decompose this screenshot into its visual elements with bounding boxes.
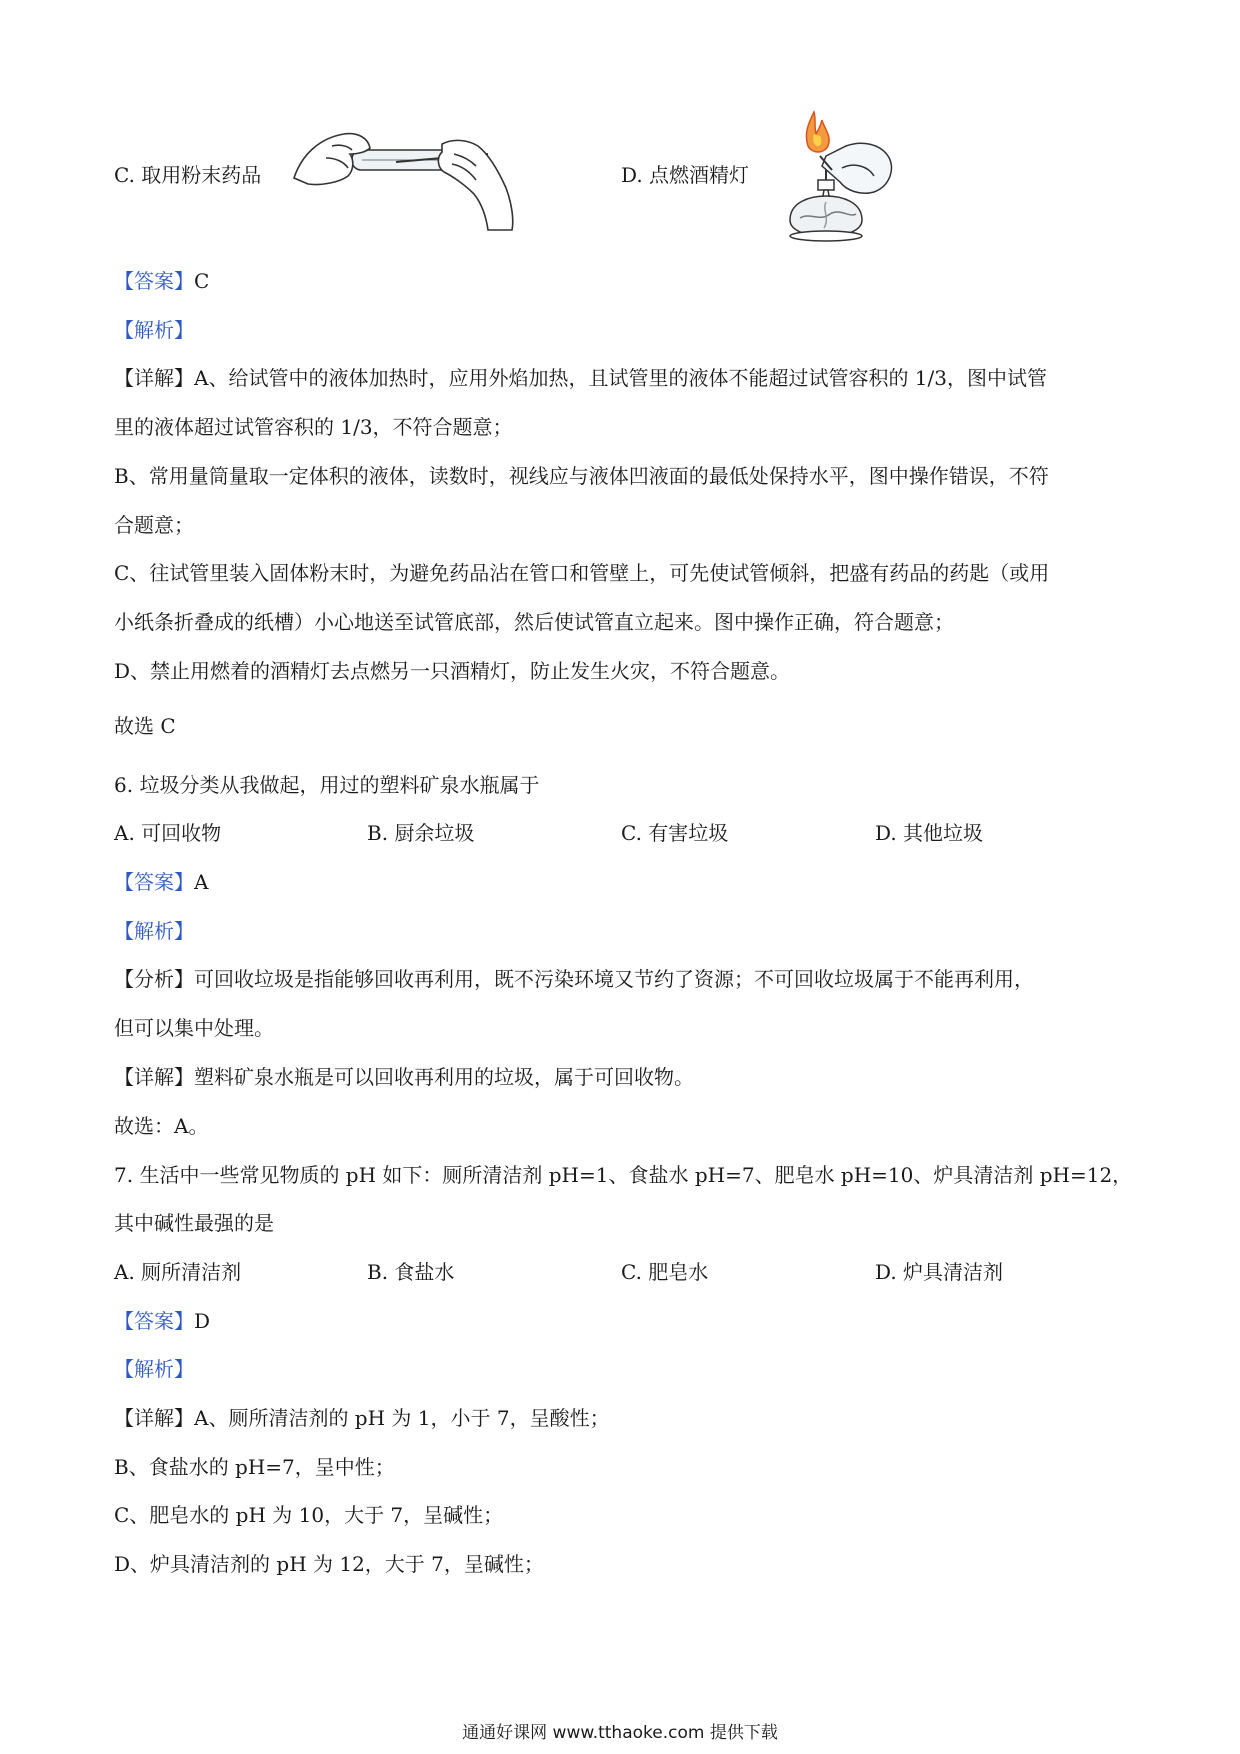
- analysis-tag: 【解析】: [114, 1357, 194, 1381]
- q5-detail-line-1: [114, 363, 1047, 393]
- detail-tag: 【详解】: [114, 1406, 194, 1430]
- q5-answer: C: [194, 269, 210, 293]
- q6-detail-line: [114, 1062, 694, 1092]
- q7-detail-line-1: [114, 1403, 610, 1433]
- q5-option-d: D. 点燃酒精灯: [621, 163, 750, 187]
- powder-into-test-tube-figure: [292, 124, 516, 232]
- analysis-tag: 【解析】: [114, 919, 194, 943]
- q5-detail-line-5: C、往试管里装入固体粉末时，为避免药品沾在管口和管壁上，可先使试管倾斜，把盛有药品的药匙（或用: [114, 561, 1050, 585]
- q5-answer-line: [114, 266, 209, 296]
- q7-option-b: B. 食盐水: [367, 1260, 455, 1284]
- q6-option-c: C. 有害垃圾: [621, 821, 729, 845]
- q6-answer-line: [114, 867, 208, 897]
- detail-tag: 【详解】: [114, 366, 194, 390]
- q5-detail-line-7: D、禁止用燃着的酒精灯去点燃另一只酒精灯，防止发生火灾，不符合题意。: [114, 659, 791, 683]
- alcohol-lamp-figure: [770, 110, 902, 244]
- q7-answer: D: [194, 1309, 211, 1333]
- q7-stem-line-2: 其中碱性最强的是: [114, 1211, 274, 1235]
- answer-tag: 【答案】: [114, 870, 194, 894]
- q7-detail-line-2: B、食盐水的 pH=7，呈中性；: [114, 1455, 395, 1479]
- q6-option-a: A. 可回收物: [114, 821, 222, 845]
- q6-analysis-line-2: 但可以集中处理。: [114, 1016, 274, 1040]
- q5-detail-line-2: 里的液体超过试管容积的 1/3，不符合题意；: [114, 415, 513, 439]
- q5-detail-line-4: 合题意；: [114, 513, 194, 537]
- analysis-tag: 【解析】: [114, 318, 194, 342]
- q7-option-a: A. 厕所清洁剂: [114, 1260, 242, 1284]
- q6-answer: A: [194, 870, 209, 894]
- analysis2-tag: 【分析】: [114, 967, 194, 991]
- q5-detail-line-6: 小纸条折叠成的纸槽）小心地送至试管底部，然后使试管直立起来。图中操作正确，符合题意；: [114, 610, 954, 634]
- q6-option-d: D. 其他垃圾: [875, 821, 984, 845]
- q6-detail-text: 塑料矿泉水瓶是可以回收再利用的垃圾，属于可回收物。: [194, 1065, 694, 1089]
- q5-detail-line-3: B、常用量筒量取一定体积的液体，读数时，视线应与液体凹液面的最低处保持水平，图中操作错误，不符: [114, 464, 1049, 488]
- detail-tag: 【详解】: [114, 1065, 194, 1089]
- q5-detail-text-1: A、给试管中的液体加热时，应用外焰加热，且试管里的液体不能超过试管容积的 1/3，图中试管: [194, 366, 1047, 390]
- q6-analysis-text-1: 可回收垃圾是指能够回收再利用，既不污染环境又节约了资源；不可回收垃圾属于不能再利用，: [194, 967, 1034, 991]
- q7-detail-line-4: D、炉具清洁剂的 pH 为 12，大于 7，呈碱性；: [114, 1552, 544, 1576]
- page-footer: 通通好课网 www.tthaoke.com 提供下载: [462, 1723, 778, 1743]
- q7-detail-text-1: A、厕所清洁剂的 pH 为 1，小于 7，呈酸性；: [194, 1406, 610, 1430]
- answer-tag: 【答案】: [114, 269, 194, 293]
- q6-analysis-line-1: [114, 964, 1034, 994]
- q7-stem-line-1: 7. 生活中一些常见物质的 pH 如下：厕所清洁剂 pH=1、食盐水 pH=7、肥皂水 pH=10、炉具清洁剂 pH=12，: [114, 1163, 1133, 1187]
- answer-tag: 【答案】: [114, 1309, 194, 1333]
- q7-detail-line-3: C、肥皂水的 pH 为 10，大于 7，呈碱性；: [114, 1503, 504, 1527]
- q7-option-d: D. 炉具清洁剂: [875, 1260, 1004, 1284]
- q7-answer-line: [114, 1306, 210, 1336]
- q7-option-c: C. 肥皂水: [621, 1260, 709, 1284]
- q7-analysis-heading: [114, 1354, 194, 1384]
- q6-analysis-heading: [114, 916, 194, 946]
- q5-analysis-heading: [114, 315, 194, 345]
- q6-option-b: B. 厨余垃圾: [367, 821, 475, 845]
- q5-conclusion: 故选 C: [114, 714, 176, 738]
- q5-option-c: C. 取用粉末药品: [114, 163, 262, 187]
- q6-conclusion: 故选：A。: [114, 1114, 209, 1138]
- q6-stem: 6. 垃圾分类从我做起，用过的塑料矿泉水瓶属于: [114, 773, 540, 797]
